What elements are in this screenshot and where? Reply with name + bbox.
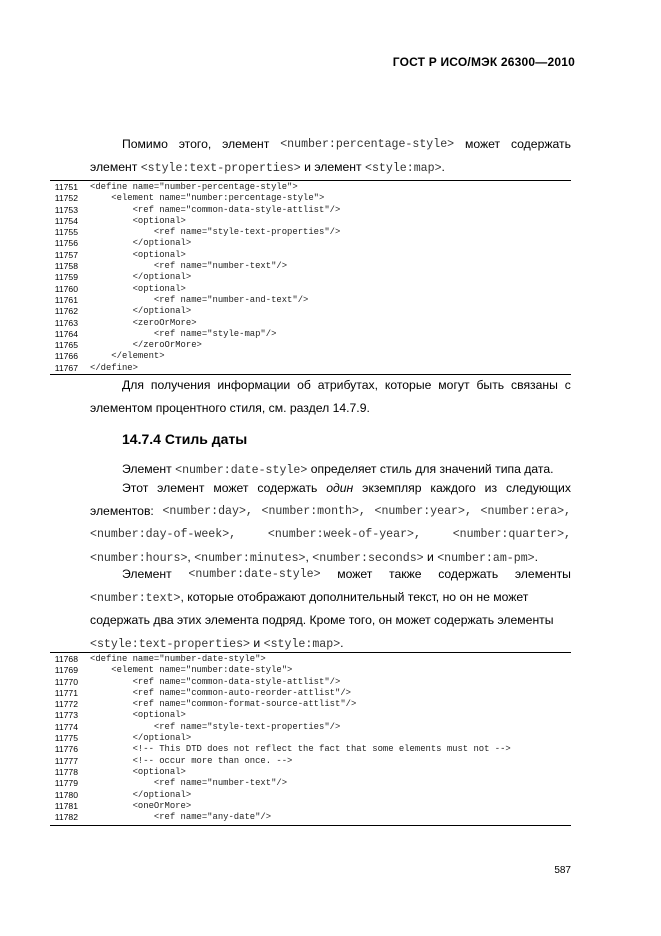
word: содержать xyxy=(257,481,318,495)
code-line xyxy=(40,677,571,688)
code-term: <number:percentage-style> xyxy=(280,138,455,151)
word: содержать xyxy=(438,567,499,581)
code-line xyxy=(40,238,571,249)
word: связаны xyxy=(511,378,558,392)
line-number: 11768 xyxy=(54,654,78,664)
code-term: <style:text-properties> xyxy=(140,162,301,175)
line-number: 11758 xyxy=(54,261,78,272)
line-number: 11766 xyxy=(54,351,78,362)
p3-line-3: содержать два этих элемента подряд. Кроме того, он может содержать элементы xyxy=(90,613,554,627)
code-line xyxy=(40,261,571,272)
code-text: <ref name="common-data-style-attlist"/> xyxy=(90,676,341,687)
code-text: <element name="number:percentage-style"> xyxy=(90,193,325,204)
line-number: 11782 xyxy=(54,812,78,823)
note-line-1 xyxy=(90,374,571,397)
code-line xyxy=(40,250,571,261)
code-line xyxy=(40,654,571,665)
word: из xyxy=(484,481,498,495)
line-number: 11751 xyxy=(54,182,78,192)
code-text: </optional> xyxy=(90,238,192,249)
code-line xyxy=(40,284,571,295)
p3-line-2 xyxy=(90,586,571,609)
code-line xyxy=(40,182,571,193)
line-number: 11769 xyxy=(54,665,78,676)
line-number: 11761 xyxy=(54,294,78,305)
code-text: <optional> xyxy=(90,283,186,294)
line-number: 11753 xyxy=(54,204,78,215)
code-text: <element name="number:date-style"> xyxy=(90,665,293,676)
code-line xyxy=(40,733,571,744)
word: содержать xyxy=(510,137,571,151)
text: , которые отображают дополнительный текст, но он не может xyxy=(180,590,529,604)
word: также xyxy=(389,567,422,581)
line-number: 11762 xyxy=(54,306,78,317)
code-block-top-rule xyxy=(50,652,571,653)
word: Этот xyxy=(122,481,149,495)
code-line xyxy=(40,318,571,329)
p2-line-3 xyxy=(90,523,571,546)
code-text: </optional> xyxy=(90,306,192,317)
p3-line-1 xyxy=(90,563,571,586)
line-number: 11757 xyxy=(54,249,78,260)
line-number: 11775 xyxy=(54,733,78,744)
code-term: <style:text-properties> xyxy=(90,638,251,651)
code-line xyxy=(40,193,571,204)
code-term: <number:date-style> xyxy=(175,464,308,477)
code-text: <optional> xyxy=(90,249,186,260)
word: атрибутах, xyxy=(317,378,378,392)
word: этого, xyxy=(178,137,212,151)
intro-line-1 xyxy=(90,133,571,156)
text: , xyxy=(305,550,313,564)
code-text: <optional> xyxy=(90,766,186,777)
code-term: <number:day-of-week>, xyxy=(90,528,237,541)
code-line xyxy=(40,722,571,733)
code-text: </element> xyxy=(90,351,165,362)
text: и элемент xyxy=(300,160,366,174)
code-line xyxy=(40,688,571,699)
code-term: <number:week-of-year>, xyxy=(267,528,421,541)
line-number: 11779 xyxy=(54,778,78,789)
code-line xyxy=(40,665,571,676)
code-text: </optional> xyxy=(90,733,192,744)
line-number: 11752 xyxy=(54,193,78,204)
code-block-top-rule xyxy=(50,180,571,181)
intro-line-2 xyxy=(90,156,571,179)
word: каждого xyxy=(430,481,476,495)
code-term: <number:day>, xyxy=(162,505,253,518)
p2-line-2 xyxy=(90,500,571,523)
text: . xyxy=(441,160,445,174)
code-line xyxy=(40,767,571,778)
word: Элемент xyxy=(122,567,172,581)
code-line xyxy=(40,216,571,227)
code-text: <ref name="style-map"/> xyxy=(90,328,277,339)
code-line xyxy=(40,227,571,238)
line-number: 11781 xyxy=(54,800,78,811)
line-number: 11756 xyxy=(54,238,78,249)
text: и xyxy=(250,636,264,650)
line-number: 11774 xyxy=(54,721,78,732)
code-line xyxy=(40,790,571,801)
intro-paragraph xyxy=(90,133,571,179)
text: . xyxy=(534,550,539,564)
page-header: ГОСТ Р ИСО/МЭК 26300—2010 xyxy=(392,55,575,69)
code-line xyxy=(40,363,571,374)
code-text: <ref name="number-text"/> xyxy=(90,778,288,789)
section-heading: 14.7.4 Стиль даты xyxy=(122,431,248,447)
line-number: 11772 xyxy=(54,699,78,710)
word: может xyxy=(213,481,249,495)
code-line xyxy=(40,699,571,710)
word: могут xyxy=(438,378,470,392)
text: определяет стиль для значений типа дата. xyxy=(307,462,554,476)
code-text: </optional> xyxy=(90,789,192,800)
code-term: <number:seconds> xyxy=(312,552,424,565)
word: Помимо xyxy=(122,137,168,151)
word: получения xyxy=(150,378,211,392)
word: может xyxy=(337,567,373,581)
code-text: <zeroOrMore> xyxy=(90,317,197,328)
code-text: <optional> xyxy=(90,710,186,721)
code-text: <define name="number-percentage-style"> xyxy=(90,182,298,192)
code-line xyxy=(40,351,571,362)
date-style-children-paragraph xyxy=(90,477,571,569)
code-text: <ref name="style-text-properties"/> xyxy=(90,721,341,732)
code-line xyxy=(40,205,571,216)
text: элемент xyxy=(90,160,141,174)
page-number: 587 xyxy=(554,865,571,876)
code-term: <number:year>, xyxy=(374,505,472,518)
code-line xyxy=(40,340,571,351)
code-term: <number:era>, xyxy=(480,505,571,518)
code-term: <number:month>, xyxy=(261,505,366,518)
code-block-percentage-style xyxy=(40,182,571,374)
word: элементы xyxy=(514,567,571,581)
line-number: 11767 xyxy=(54,362,78,373)
date-style-text-paragraph xyxy=(90,563,571,655)
code-term: <style:map> xyxy=(365,162,442,175)
word: информации xyxy=(217,378,291,392)
code-line xyxy=(40,756,571,767)
code-line xyxy=(40,778,571,789)
line-number: 11754 xyxy=(54,215,78,226)
line-number: 11778 xyxy=(54,766,78,777)
code-text: </zeroOrMore> xyxy=(90,340,202,351)
line-number: 11764 xyxy=(54,328,78,339)
line-number: 11755 xyxy=(54,227,78,238)
text: , xyxy=(187,550,195,564)
code-line xyxy=(40,306,571,317)
text: Элемент xyxy=(122,462,176,476)
code-block-date-style xyxy=(40,654,571,823)
word: Для xyxy=(122,378,144,392)
code-text: <ref name="common-data-style-attlist"/> xyxy=(90,204,341,215)
word: элемент xyxy=(157,481,205,495)
line-number: 11777 xyxy=(54,755,78,766)
code-text: <ref name="any-date"/> xyxy=(90,812,272,823)
line-number: 11776 xyxy=(54,744,78,755)
code-text: <oneOrMore> xyxy=(90,800,192,811)
word: следующих xyxy=(505,481,571,495)
code-text: <ref name="number-text"/> xyxy=(90,261,288,272)
line-number: 11760 xyxy=(54,283,78,294)
code-term: <style:map> xyxy=(263,638,341,651)
emphasis-word: один xyxy=(326,481,354,495)
line-number: 11763 xyxy=(54,317,78,328)
word: которые xyxy=(384,378,432,392)
code-term: <number:hours> xyxy=(90,552,188,565)
code-term: <number:date-style> xyxy=(188,568,321,581)
code-term: <number:am-pm> xyxy=(437,552,535,565)
code-term: <number:quarter>, xyxy=(452,528,571,541)
text: и xyxy=(423,550,438,564)
line-number: 11771 xyxy=(54,687,78,698)
code-line xyxy=(40,744,571,755)
line-number: 11780 xyxy=(54,789,78,800)
code-term: <number:minutes> xyxy=(194,552,306,565)
line-number: 11759 xyxy=(54,272,78,283)
note-line-2: элементом процентного стиля, см. раздел 14.7.9. xyxy=(90,401,370,415)
code-line xyxy=(40,801,571,812)
word: элементов: xyxy=(90,504,154,518)
code-text: <!-- This DTD does not reflect the fact that some elements must not --> xyxy=(90,744,511,755)
code-text: <ref name="common-format-source-attlist"/> xyxy=(90,699,357,710)
code-line xyxy=(40,812,571,823)
word: экземпляр xyxy=(362,481,422,495)
word: об xyxy=(297,378,311,392)
code-text: <ref name="number-and-text"/> xyxy=(90,294,309,305)
code-block-bottom-rule xyxy=(50,825,571,826)
code-text: <ref name="common-auto-reorder-attlist"/> xyxy=(90,687,351,698)
line-number: 11770 xyxy=(54,676,78,687)
word: с xyxy=(564,378,571,392)
attributes-note-paragraph xyxy=(90,374,571,420)
code-line xyxy=(40,329,571,340)
code-text: <ref name="style-text-properties"/> xyxy=(90,227,341,238)
line-number: 11765 xyxy=(54,340,78,351)
code-text: <define name="number-date-style"> xyxy=(90,654,266,664)
code-text: <!-- occur more than once. --> xyxy=(90,755,293,766)
line-number: 11773 xyxy=(54,710,78,721)
text: . xyxy=(340,636,344,650)
word: быть xyxy=(476,378,505,392)
code-line xyxy=(40,710,571,721)
word: может xyxy=(464,137,501,151)
code-line xyxy=(40,272,571,283)
code-text: </define> xyxy=(90,362,138,373)
code-text: <optional> xyxy=(90,215,186,226)
code-term: <number:text> xyxy=(90,592,181,605)
p2-line-1 xyxy=(90,477,571,500)
code-line xyxy=(40,295,571,306)
code-text: </optional> xyxy=(90,272,192,283)
word: элемент xyxy=(222,137,270,151)
